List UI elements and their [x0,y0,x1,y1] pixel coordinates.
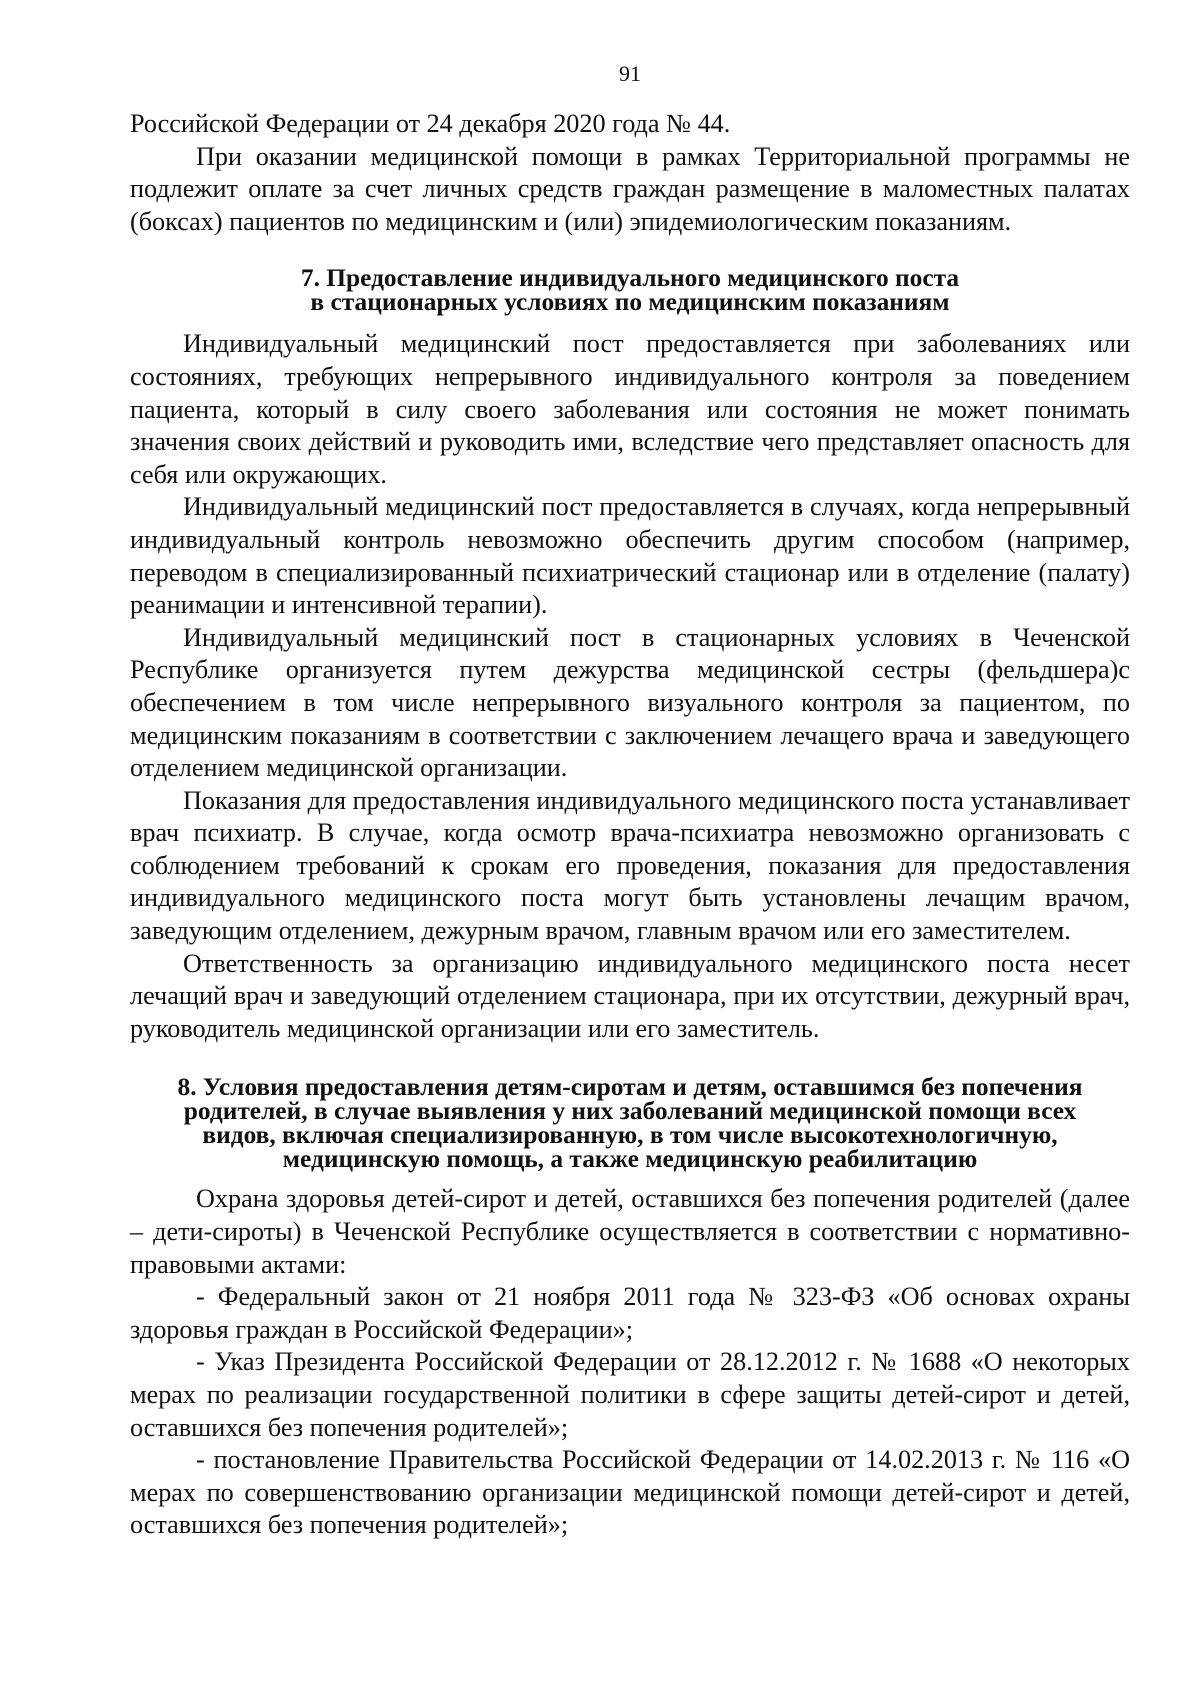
section-7-paragraph: Индивидуальный медицинский пост предоставляется при заболеваниях или состояниях, требующих непрерывного индивидуального контроля за поведением пациента, который в силу своего заболевания или состояния не может понимать значения своих действий и руководить ими, вследствие чего представляет опасность для себя или окружающих. [130,329,1130,489]
section-8-intro: Охрана здоровья детей-сирот и детей, оставшихся без попечения родителей (далее – дети-сироты) в Чеченской Республике осуществляется в соответствии с нормативно-правовыми актами: [130,1184,1130,1279]
section-8-heading [130,1073,1130,1174]
intro-line: Российской Федерации от 24 декабря 2020 года № 44. [130,109,731,138]
legal-act-item: - постановление Правительства Российской Федерации от 14.02.2013 г. № 116 «О мерах по совершенствованию организации медицинской помощи детей-сирот и детей, оставшихся без попечения родителей»; [130,1445,1130,1540]
section-7-paragraph: Показания для предоставления индивидуального медицинского поста устанавливает врач психиатр. В случае, когда осмотр врача-психиатра невозможно организовать с соблюдением требований к срокам его проведения, показания для предоставления индивидуального медицинского поста могут быть установлены лечащим врачом, заведующим отделением, дежурным врачом, главным врачом или его заместителем. [130,785,1130,946]
page-number: 91 [619,61,641,86]
section-7-heading-line-1: 7. Предоставление индивидуального медицинского поста [300,264,960,293]
section-8-heading-line-1: 8. Условия предоставления детям-сиротам и детям, оставшимся без попечения [177,1073,1083,1102]
section-8-heading-line-2: родителей, в случае выявления у них заболеваний медицинской помощи всех [183,1097,1077,1126]
section-7-paragraph: Индивидуальный медицинский пост в стационарных условиях в Чеченской Республике организуется путем дежурства медицинской сестры (фельдшера)с обеспечением в том числе непрерывного визуального контроля за пациентом, по медицинским показаниям в соответствии с заключением лечащего врача и заведующего отделением медицинской организации. [130,622,1130,783]
legal-act-item: - Федеральный закон от 21 ноября 2011 года № 323-ФЗ «Об основах охраны здоровья граждан в Российской Федерации»; [130,1282,1130,1344]
section-8-heading-line-4: медицинскую помощь, а также медицинскую реабилитацию [282,1145,978,1174]
section-7-heading [130,264,1130,317]
intro-paragraph: При оказании медицинской помощи в рамках Территориальной программы не подлежит оплате за счет личных средств граждан размещение в маломестных палатах (боксах) пациентов по медицинским и (или) эпидемиологическим показаниям. [130,141,1130,236]
section-7-paragraph: Ответственность за организацию индивидуального медицинского поста несет лечащий врач и заведующий отделением стационара, при их отсутствии, дежурный врач, руководитель медицинской организации или его заместитель. [130,948,1130,1043]
section-8-heading-line-3: видов, включая специализированную, в том числе высокотехнологичную, [202,1121,1058,1150]
section-7-heading-line-2: в стационарных условиях по медицинским показаниям [310,288,950,317]
document-page [130,60,1130,1542]
section-7-paragraph: Индивидуальный медицинский пост предоставляется в случаях, когда непрерывный индивидуальный контроль невозможно обеспечить другим способом (например, переводом в специализированный психиатрический стационар или в отделение (палату) реанимации и интенсивной терапии). [130,492,1130,620]
legal-act-item: - Указ Президента Российской Федерации от 28.12.2012 г. № 1688 «О некоторых мерах по реализации государственной политики в сфере защиты детей-сирот и детей, оставшихся без попечения родителей»; [130,1347,1130,1442]
